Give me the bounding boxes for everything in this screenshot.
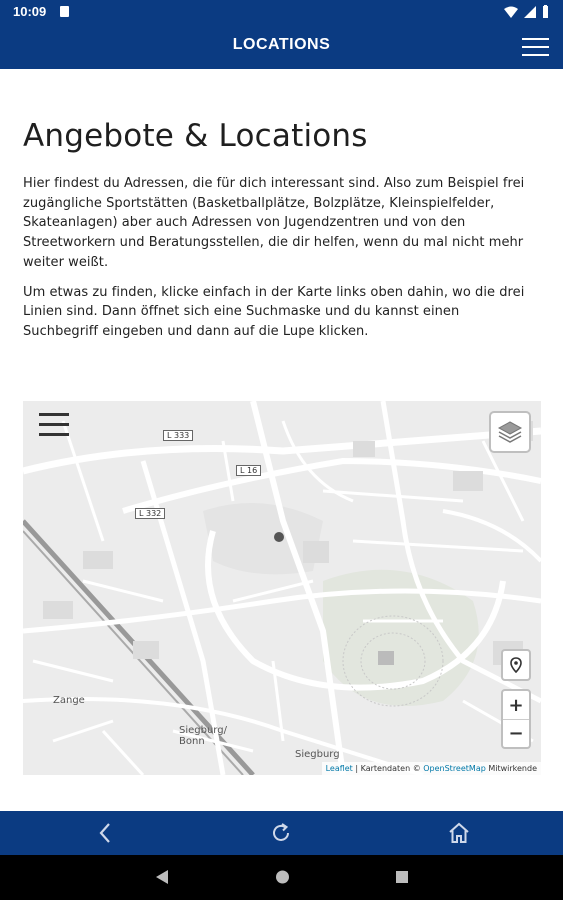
- content: [23, 118, 533, 352]
- zoom-out-button[interactable]: −: [503, 719, 529, 747]
- layers-icon: [497, 419, 523, 445]
- app-bar: [0, 24, 563, 69]
- leaflet-link[interactable]: Leaflet: [325, 764, 353, 773]
- status-bar: [0, 0, 563, 24]
- battery-icon: [542, 5, 549, 18]
- intro-paragraph: Hier findest du Adressen, die für dich interessant sind. Also zum Beispiel frei zugängliche Sportstätten (Basketballplätze, Bolzplätze, Kleinspielfelder, Skateanlagen) aber auch Adressen von Jugendzentren und von den Streetworkern und Beratungsstellen, die dir helfen, wenn du mal nicht mehr weiter weißt.: [23, 176, 525, 270]
- menu-icon: [522, 38, 549, 40]
- zoom-control: [501, 689, 531, 749]
- page-title: Angebote & Locations: [23, 118, 368, 154]
- back-button[interactable]: [90, 818, 120, 848]
- menu-button[interactable]: [522, 38, 549, 57]
- locate-button[interactable]: [503, 651, 529, 679]
- map-attribution: [322, 762, 541, 775]
- refresh-icon: [269, 821, 293, 845]
- osm-link[interactable]: OpenStreetMap: [423, 764, 486, 773]
- place-label: Zange: [53, 695, 85, 706]
- road-label: L 333: [163, 430, 193, 441]
- system-back-icon[interactable]: [155, 869, 169, 885]
- wifi-icon: [504, 6, 518, 18]
- bottom-nav: [0, 811, 563, 855]
- page-title-bar: LOCATIONS: [232, 36, 331, 53]
- home-icon: [447, 821, 471, 845]
- refresh-button[interactable]: [266, 818, 296, 848]
- status-time: 10:09: [13, 4, 47, 19]
- place-label: Siegburg: [295, 749, 340, 760]
- system-recents-icon[interactable]: [395, 869, 409, 885]
- attribution-suffix: Mitwirkende: [485, 764, 537, 773]
- locate-control: [501, 649, 531, 681]
- menu-icon: [39, 413, 69, 416]
- location-pin-icon: [510, 657, 522, 673]
- home-button[interactable]: [444, 818, 474, 848]
- road-label: L 16: [236, 465, 261, 476]
- place-label: Siegburg/ Bonn: [179, 725, 227, 747]
- system-nav-bar: [0, 855, 563, 900]
- instruction-paragraph: Um etwas zu finden, klicke einfach in der Karte links oben dahin, wo die drei Linien sind. Dann öffnet sich eine Suchmaske und du kannst einen Suchbegriff eingeben und dann auf die Lupe klicken.: [23, 284, 525, 339]
- map[interactable]: [23, 401, 541, 775]
- sd-card-icon: [60, 6, 69, 17]
- system-home-icon[interactable]: [275, 869, 290, 885]
- zoom-in-button[interactable]: +: [508, 694, 524, 716]
- signal-icon: [524, 6, 536, 18]
- status-icons: [504, 5, 549, 18]
- road-label: L 332: [135, 508, 165, 519]
- layers-button[interactable]: [489, 411, 531, 453]
- map-tiles[interactable]: [23, 401, 541, 775]
- map-menu-button[interactable]: [39, 413, 69, 437]
- attribution-text: | Kartendaten ©: [352, 764, 424, 773]
- back-icon: [98, 822, 112, 844]
